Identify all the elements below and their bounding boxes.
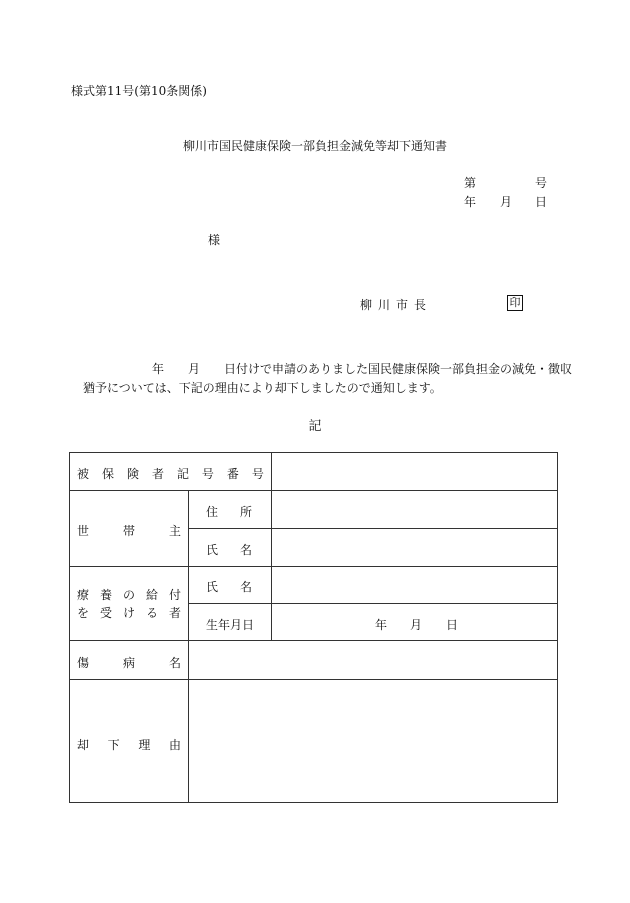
doc-date-month: 月 <box>500 195 513 209</box>
doc-number-prefix: 第 <box>464 176 477 190</box>
seal-stamp: 印 <box>507 295 523 311</box>
birthdate-month: 月 <box>410 618 423 632</box>
birthdate-label: 生年月日 <box>206 618 255 632</box>
doc-date-year: 年 <box>464 195 477 209</box>
doc-number-suffix: 号 <box>535 176 548 190</box>
body-text-line-1: 日付けで申請のありました国民健康保険一部負担金の減免・徴収 <box>224 362 573 376</box>
householder-name-label: 氏 名 <box>206 543 252 557</box>
body-month: 月 <box>188 362 201 376</box>
addressee-honorific: 様 <box>208 233 221 247</box>
form-table <box>69 452 558 803</box>
householder-label: 世 帯 主 <box>77 524 181 538</box>
insured-number-label: 被 保 険 者 記 号 番 号 <box>77 467 264 481</box>
form-number: 様式第11号(第10条関係) <box>71 84 207 98</box>
body-year: 年 <box>152 362 165 376</box>
beneficiary-name-label: 氏 名 <box>206 580 252 594</box>
beneficiary-label-line-1: 療 養 の 給 付 <box>77 588 181 602</box>
body-text-line-2: 猶予については、下記の理由により却下しましたので通知します。 <box>83 381 442 395</box>
injury-name-label: 傷 病 名 <box>77 656 181 670</box>
document-title: 柳川市国民健康保険一部負担金減免等却下通知書 <box>182 139 447 153</box>
beneficiary-label-line-2: を 受 け る 者 <box>77 606 181 620</box>
ki-heading: 記 <box>308 419 322 434</box>
rejection-reason-label: 却 下 理 由 <box>77 738 181 752</box>
doc-date-day: 日 <box>535 195 548 209</box>
birthdate-day: 日 <box>446 618 459 632</box>
birthdate-year: 年 <box>375 618 388 632</box>
issuer-name: 柳川市長 <box>360 298 433 312</box>
householder-address-label: 住 所 <box>206 505 252 519</box>
